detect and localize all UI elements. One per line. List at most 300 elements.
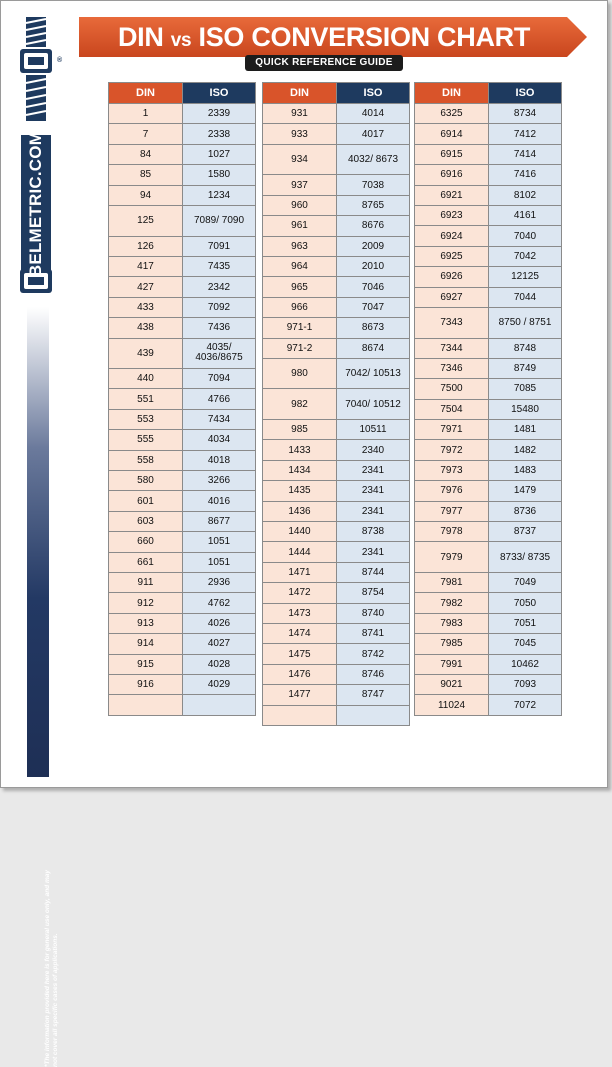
iso-cell (337, 175, 410, 195)
table-row (109, 277, 256, 297)
din-cell (415, 267, 489, 287)
iso-cell (337, 481, 410, 501)
table-row (263, 195, 410, 215)
table-row (109, 205, 256, 236)
iso-cell (337, 297, 410, 317)
iso-value: 2339 (207, 108, 231, 120)
iso-cell (183, 511, 256, 531)
din-cell (263, 603, 337, 623)
din-value: 980 (291, 368, 308, 380)
table-row (263, 338, 410, 358)
table-row (109, 491, 256, 511)
iso-value: 2340 (361, 444, 385, 456)
din-value: 6923 (440, 210, 463, 222)
table-row (109, 654, 256, 674)
iso-value: 1234 (207, 189, 231, 201)
iso-value: 8102 (513, 189, 537, 201)
din-value: 912 (137, 597, 154, 609)
din-value: 440 (137, 373, 154, 385)
iso-cell (337, 256, 410, 276)
din-value: 916 (137, 679, 154, 691)
iso-cell (489, 144, 562, 164)
table-row (415, 144, 562, 164)
din-value: 7343 (440, 317, 463, 329)
iso-cell (337, 562, 410, 582)
din-value: 931 (291, 108, 308, 120)
iso-cell (183, 205, 256, 236)
din-value: 1 (142, 108, 149, 120)
din-cell (415, 165, 489, 185)
iso-value: 2936 (207, 577, 231, 589)
iso-cell (489, 420, 562, 440)
din-cell (415, 379, 489, 399)
iso-cell (183, 613, 256, 633)
iso-cell (489, 246, 562, 266)
din-value: 1436 (288, 505, 311, 517)
din-cell (109, 491, 183, 511)
table-row (415, 185, 562, 205)
iso-cell (183, 124, 256, 144)
iso-value: 8737 (513, 526, 537, 538)
iso-value: 7412 (513, 128, 537, 140)
iso-cell (489, 358, 562, 378)
iso-value: 8674 (361, 342, 385, 354)
iso-cell (489, 267, 562, 287)
din-value: 7 (142, 128, 149, 140)
din-value: 964 (291, 261, 308, 273)
din-cell (109, 144, 183, 164)
iso-value: 1483 (513, 465, 537, 477)
din-value: 7344 (440, 342, 463, 354)
din-value: 551 (137, 393, 154, 405)
din-value: 1473 (288, 607, 311, 619)
din-cell (109, 389, 183, 409)
table-row (263, 216, 410, 236)
din-value: 6924 (440, 230, 463, 242)
subtitle: QUICK REFERENCE GUIDE (245, 55, 403, 71)
table-row (263, 501, 410, 521)
table-row (415, 440, 562, 460)
din-cell (109, 318, 183, 338)
table-row (109, 165, 256, 185)
din-cell (263, 542, 337, 562)
din-cell (263, 664, 337, 684)
conversion-table-3 (414, 82, 562, 716)
table-row (263, 420, 410, 440)
table-row (415, 399, 562, 419)
din-value: 937 (291, 179, 308, 191)
iso-cell (489, 481, 562, 501)
iso-cell (489, 654, 562, 674)
din-value: 84 (139, 148, 152, 160)
iso-value: 7049 (513, 577, 537, 589)
iso-value: 7042 (513, 250, 537, 262)
iso-cell (337, 583, 410, 603)
din-value: 7991 (440, 658, 463, 670)
iso-cell (183, 409, 256, 429)
table-row (109, 552, 256, 572)
din-cell (263, 481, 337, 501)
table-row (109, 104, 256, 124)
iso-value: 8677 (207, 516, 231, 528)
iso-value: 10511 (359, 424, 387, 436)
conversion-table-1 (108, 82, 256, 716)
iso-value: 4018 (207, 454, 231, 466)
table-row (109, 318, 256, 338)
table-row (109, 185, 256, 205)
iso-value: 7051 (513, 617, 537, 629)
iso-value: 8734 (513, 108, 537, 120)
iso-value: 4029 (207, 679, 231, 691)
table-row (415, 420, 562, 440)
table-row (415, 246, 562, 266)
din-cell (109, 674, 183, 694)
din-value: 7504 (440, 403, 463, 415)
din-cell (415, 205, 489, 225)
registered-mark: ® (57, 57, 63, 64)
iso-value: 8736 (513, 505, 537, 517)
din-value: 558 (137, 454, 154, 466)
iso-cell (489, 104, 562, 124)
table-row (109, 593, 256, 613)
din-cell (415, 634, 489, 654)
din-value: 6926 (440, 271, 463, 283)
table-row (415, 573, 562, 593)
din-value: 982 (291, 398, 308, 410)
table-row (415, 379, 562, 399)
din-cell (263, 501, 337, 521)
din-value: 433 (137, 301, 154, 313)
table-row (109, 144, 256, 164)
iso-cell (183, 593, 256, 613)
iso-cell (183, 104, 256, 124)
iso-cell (489, 460, 562, 480)
iso-value: 1482 (513, 444, 537, 456)
din-cell (415, 674, 489, 694)
table-row (263, 124, 410, 144)
iso-value: 4027 (207, 638, 231, 650)
din-value: 417 (137, 261, 154, 273)
iso-value: 7085 (513, 383, 537, 395)
din-value: 1440 (288, 526, 311, 538)
iso-cell (337, 623, 410, 643)
din-value: 580 (137, 475, 154, 487)
din-cell (263, 562, 337, 582)
din-cell (263, 644, 337, 664)
din-value: 7973 (440, 465, 463, 477)
din-cell (415, 593, 489, 613)
iso-cell (489, 593, 562, 613)
iso-value: 2341 (361, 505, 385, 517)
din-value: 6925 (440, 250, 463, 262)
table-row (415, 654, 562, 674)
din-cell (415, 307, 489, 338)
din-cell (109, 185, 183, 205)
iso-value: 8749 (513, 363, 537, 375)
iso-cell (337, 389, 410, 420)
iso-cell (183, 185, 256, 205)
iso-cell (337, 644, 410, 664)
table-row (263, 522, 410, 542)
iso-cell (489, 205, 562, 225)
iso-cell (183, 256, 256, 276)
iso-value: 1580 (207, 169, 231, 181)
iso-cell (489, 185, 562, 205)
din-cell (263, 216, 337, 236)
din-cell (263, 389, 337, 420)
iso-cell (337, 542, 410, 562)
table-row (415, 674, 562, 694)
din-cell (415, 358, 489, 378)
iso-value: 4035/ 4036/8675 (195, 342, 243, 364)
title-part-2: ISO CONVERSION CHART (191, 22, 531, 52)
iso-value: 7416 (513, 169, 537, 181)
iso-cell (489, 542, 562, 573)
table-row (263, 644, 410, 664)
din-cell (109, 552, 183, 572)
din-cell (263, 175, 337, 195)
iso-value: 7094 (207, 373, 231, 385)
din-value: 1433 (288, 444, 311, 456)
table-row (263, 144, 410, 175)
iso-cell (183, 491, 256, 511)
table-row (415, 307, 562, 338)
din-value: 85 (139, 169, 152, 181)
iso-value: 2341 (361, 485, 385, 497)
table-row (263, 104, 410, 124)
iso-cell (489, 674, 562, 694)
table-row (263, 603, 410, 623)
table-row (415, 481, 562, 501)
table-row (109, 297, 256, 317)
table-row (415, 124, 562, 144)
iso-cell (489, 613, 562, 633)
iso-value: 7093 (513, 679, 537, 691)
din-value: 601 (137, 495, 154, 507)
din-value: 427 (137, 281, 154, 293)
iso-cell (183, 471, 256, 491)
table-row (109, 674, 256, 694)
iso-cell (183, 318, 256, 338)
iso-value: 2341 (361, 465, 385, 477)
din-cell (263, 144, 337, 175)
table-row (263, 481, 410, 501)
iso-value: 8733/ 8735 (499, 551, 551, 563)
din-cell (109, 511, 183, 531)
din-value: 966 (291, 301, 308, 313)
din-cell (263, 440, 337, 460)
iso-value: 1481 (513, 424, 537, 436)
din-cell (109, 450, 183, 470)
din-value: 11024 (437, 699, 466, 711)
din-cell (109, 634, 183, 654)
table-row (415, 634, 562, 654)
iso-value: 4762 (207, 597, 231, 609)
iso-cell (183, 430, 256, 450)
table-row (415, 522, 562, 542)
din-value: 7346 (440, 363, 463, 375)
din-value: 603 (137, 516, 154, 528)
din-cell (109, 205, 183, 236)
din-cell (415, 501, 489, 521)
iso-value: 7045 (513, 638, 537, 650)
title-part-1: DIN (117, 22, 171, 52)
din-value: 1434 (288, 465, 311, 477)
iso-cell (337, 124, 410, 144)
iso-cell (489, 522, 562, 542)
din-value: 7985 (440, 638, 463, 650)
iso-value: 2342 (207, 281, 231, 293)
iso-value: 7089/ 7090 (193, 215, 245, 227)
table-row (263, 542, 410, 562)
iso-value: 2009 (361, 240, 385, 252)
table-row (415, 460, 562, 480)
din-cell (109, 124, 183, 144)
din-value: 94 (139, 189, 152, 201)
din-value: 6916 (440, 169, 463, 181)
iso-header: ISO (337, 83, 410, 104)
conversion-table-2 (262, 82, 410, 726)
iso-value: 7042/ 10513 (345, 368, 401, 380)
din-header: DIN (263, 83, 337, 104)
iso-value: 4016 (207, 495, 231, 507)
din-cell (109, 613, 183, 633)
iso-cell (489, 695, 562, 715)
sidebar (13, 15, 63, 1067)
iso-cell (183, 144, 256, 164)
din-value: 126 (137, 240, 154, 252)
din-value: 6325 (440, 108, 463, 120)
din-cell (263, 124, 337, 144)
iso-cell (489, 573, 562, 593)
iso-cell (489, 379, 562, 399)
din-value: 7500 (440, 383, 463, 395)
din-value: 933 (291, 128, 308, 140)
din-cell (109, 430, 183, 450)
iso-cell (337, 236, 410, 256)
iso-cell (183, 552, 256, 572)
iso-value: 4026 (207, 617, 231, 629)
iso-cell (337, 104, 410, 124)
din-value: 555 (137, 434, 154, 446)
table-row (109, 471, 256, 491)
iso-cell (337, 216, 410, 236)
table-row (109, 634, 256, 654)
iso-value: 1051 (207, 536, 231, 548)
iso-value: 7434 (207, 414, 231, 426)
table-row (109, 532, 256, 552)
table-row (263, 562, 410, 582)
table-row (263, 358, 410, 389)
iso-value: 8750 / 8751 (498, 317, 552, 329)
din-value: 7981 (440, 577, 463, 589)
iso-cell (337, 664, 410, 684)
din-cell (109, 165, 183, 185)
din-value: 7977 (440, 505, 463, 517)
iso-value: 1051 (207, 556, 231, 568)
table-row (109, 450, 256, 470)
iso-cell (337, 277, 410, 297)
din-value: 914 (137, 638, 154, 650)
table-row (263, 583, 410, 603)
din-header: DIN (109, 83, 183, 104)
din-cell (415, 481, 489, 501)
table-row (415, 226, 562, 246)
iso-value: 4032/ 8673 (347, 154, 399, 166)
din-cell (415, 654, 489, 674)
iso-value: 7044 (513, 291, 537, 303)
din-cell (263, 623, 337, 643)
iso-cell (183, 573, 256, 593)
iso-cell (337, 705, 410, 725)
iso-cell (337, 358, 410, 389)
din-value: 438 (137, 322, 154, 334)
table-row (415, 104, 562, 124)
iso-cell (183, 338, 256, 369)
iso-value: 4161 (513, 210, 537, 222)
din-cell (109, 369, 183, 389)
iso-value: 2010 (361, 261, 385, 273)
din-value: 7979 (440, 551, 463, 563)
brand-name: BELMETRIC.COM (26, 130, 45, 278)
din-cell (415, 124, 489, 144)
din-value: 1476 (288, 668, 311, 680)
din-cell (415, 440, 489, 460)
iso-cell (183, 654, 256, 674)
din-cell (109, 277, 183, 297)
din-cell (109, 409, 183, 429)
din-value: 963 (291, 240, 308, 252)
iso-cell (337, 144, 410, 175)
table-row (263, 705, 410, 725)
iso-cell (183, 674, 256, 694)
din-cell (263, 685, 337, 705)
table-row (263, 256, 410, 276)
din-cell (109, 593, 183, 613)
din-value: 915 (137, 658, 154, 670)
din-value: 911 (137, 577, 154, 589)
iso-value: 7047 (361, 301, 385, 313)
din-value: 1475 (288, 648, 311, 660)
iso-value: 7436 (207, 322, 231, 334)
iso-cell (337, 318, 410, 338)
iso-value: 2338 (207, 128, 231, 140)
din-value: 7972 (440, 444, 463, 456)
din-cell (263, 522, 337, 542)
table-row (263, 236, 410, 256)
page-title (79, 17, 569, 57)
iso-cell (489, 338, 562, 358)
din-cell (415, 338, 489, 358)
iso-value: 3266 (207, 475, 231, 487)
iso-cell (183, 236, 256, 256)
din-cell (415, 460, 489, 480)
table-row (109, 389, 256, 409)
table-row (109, 573, 256, 593)
din-value: 961 (291, 220, 308, 232)
iso-header: ISO (183, 83, 256, 104)
din-cell (415, 695, 489, 715)
din-cell (109, 654, 183, 674)
iso-value: 8676 (361, 220, 385, 232)
table-row (263, 318, 410, 338)
din-value: 6914 (440, 128, 463, 140)
din-cell (415, 104, 489, 124)
iso-value: 8765 (361, 199, 385, 211)
din-cell (415, 226, 489, 246)
din-value: 971-1 (286, 322, 313, 334)
iso-value: 4034 (207, 434, 231, 446)
